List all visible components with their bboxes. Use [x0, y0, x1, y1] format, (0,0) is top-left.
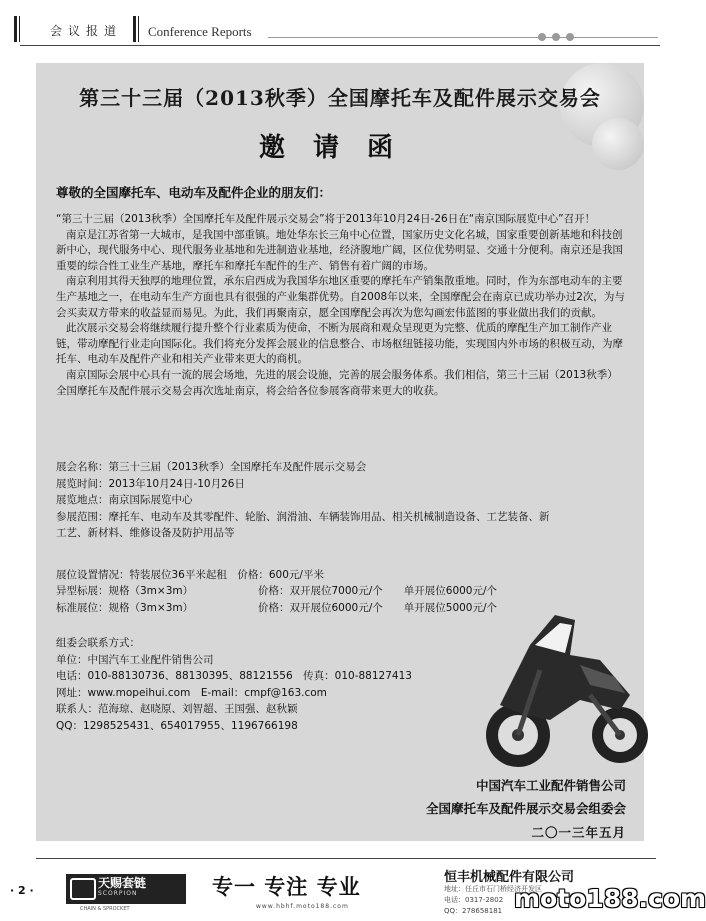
watermark: moto188.com — [514, 884, 706, 913]
header-line — [268, 37, 658, 38]
header-bar — [14, 16, 17, 42]
booth-std-label: 标准展位：规格（3m×3m） — [56, 602, 194, 614]
signature-org2: 全国摩托车及配件展示交易会组委会 — [425, 801, 626, 816]
paragraph: “第三十三届（2013秋季）全国摩托车及配件展示交易会”将于2013年10月24日-26日在“南京国际展览中心”召开！ — [56, 213, 596, 225]
header-bar — [19, 16, 20, 42]
company-address: 地址：任丘市石门桥经济开发区 — [444, 885, 542, 893]
page-title: 第三十三届（2013秋季）全国摩托车及配件展示交易会 — [79, 86, 601, 110]
section-title-cn: 会议报道 — [50, 24, 123, 38]
header-rule — [20, 45, 660, 46]
decorative-dot — [538, 33, 546, 41]
paragraph: 南京是江苏省第一大城市，是我国中部重镇。地处华东长三角中心位置，国家历史文化名城，国家重要创新基地和科技创新中心，现代服务中心、现代服务业基地和先进制造业基地，经济腹地广阔，区位优势明显、交通十分便利。南京还是我国重要的综合性工业生产基地，摩托车和摩托车配件的生产、销售有着广阔的市场。 — [56, 228, 623, 272]
logo-subtitle: CHAIN & SPROCKET — [80, 906, 130, 912]
section-title-en: Conference Reports — [148, 24, 252, 39]
company-phone: 电话：0317-2802 — [444, 896, 504, 904]
contact-unit: 单位：中国汽车工业配件销售公司 — [56, 653, 214, 666]
booth-info — [56, 567, 324, 584]
booth-odd-label: 异型标展：规格（3m×3m） — [56, 585, 194, 597]
detail-name: 展会名称：第三十三届（2013秋季）全国摩托车及配件展示交易会 — [56, 461, 367, 473]
header-separator — [133, 16, 136, 42]
motorcycle-image — [480, 585, 650, 785]
invitation-heading: 邀请函 — [258, 133, 421, 163]
paragraph: 南京利用其得天独厚的地理位置，承东启西成为我国华东地区重要的摩托车产销集散重地。同时，作为东部电动车的主要生产基地之一，在电动车生产方面也具有很强的产业集群优势。自2008年以来，全国摩配会在南京已成功举办过2次，为与会买卖双方带来的收益显而易见。为此，我们再聚南京，愿全国摩配会再次为您勾画宏伟蓝图的事业做出我们的贡献。 — [56, 275, 625, 319]
paragraph: 此次展示交易会将继续履行提升整个行业素质为使命，不断为展商和观众呈现更为完整、优质的摩配生产加工制作产业链，带动摩配行业走向国际化。我们将充分发挥会展业的信息整合、市场枢纽链接功能，实现国内外市场的积极互动，为摩托车、电动车及配件产业和相关产业带来更大的商机。 — [56, 322, 623, 366]
logo-icon — [70, 878, 96, 900]
paragraph: 南京国际会展中心具有一流的展会场地，先进的展会设施，完善的展会服务体系。我们相信，第三十三届（2013秋季）全国摩托车及配件展示交易会再次选址南京，将会给各位参展客商带来更大的收获。 — [56, 368, 618, 397]
slogan-url: www.hbhf.moto188.com — [256, 903, 349, 910]
logo-brand: SCORPION — [98, 890, 138, 897]
decorative-dot — [552, 33, 560, 41]
signature-org1: 中国汽车工业配件销售公司 — [475, 778, 626, 793]
detail-scope: 工艺、新材料、维修设备及防护用品等 — [56, 527, 235, 539]
slogan: 专一 专注 专业 — [212, 875, 361, 899]
exhibition-details — [56, 459, 550, 542]
booth-odd-price: 价格：双开展位7000元/个 单开展位6000元/个 — [258, 585, 498, 597]
decorative-dot — [566, 33, 574, 41]
header-separator — [138, 16, 139, 42]
contact-heading: 组委会联系方式： — [56, 637, 140, 649]
contact-info — [56, 635, 412, 734]
booth-std-price: 价格：双开展位6000元/个 单开展位5000元/个 — [258, 602, 498, 614]
contact-phone: 电话：010-88130736、88130395、88121556 传真：010-88127413 — [56, 670, 412, 682]
detail-scope: 参展范围：摩托车、电动车及其零配件、轮胎、润滑油、车辆装饰用品、相关机械制造设备、工艺装备、新 — [56, 510, 550, 523]
footer-rule — [36, 858, 656, 859]
greeting: 尊敬的全国摩托车、电动车及配件企业的朋友们： — [56, 185, 332, 200]
contact-qq: QQ：1298525431、654017955、1196766198 — [56, 719, 298, 732]
company-name: 恒丰机械配件有限公司 — [444, 870, 575, 885]
company-qq: QQ：278658181 — [444, 907, 503, 915]
contact-web: 网址：www.mopeihui.com E-mail：cmpf@163.com — [56, 686, 327, 699]
contact-people: 联系人：范海琼、赵晓原、刘智超、王国强、赵秋颖 — [56, 703, 298, 715]
booth-special: 展位设置情况：特装展位36平米起租 价格：600元/平米 — [56, 569, 324, 581]
detail-time: 展览时间：2013年10月24日-10月26日 — [56, 477, 245, 490]
page-number: · 2 · — [10, 884, 34, 897]
detail-venue: 展览地点：南京国际展览中心 — [56, 494, 193, 506]
signature-date: 二〇一三年五月 — [531, 825, 626, 840]
invitation-body — [56, 212, 626, 399]
logo-text: 天赐套链 — [98, 876, 147, 890]
